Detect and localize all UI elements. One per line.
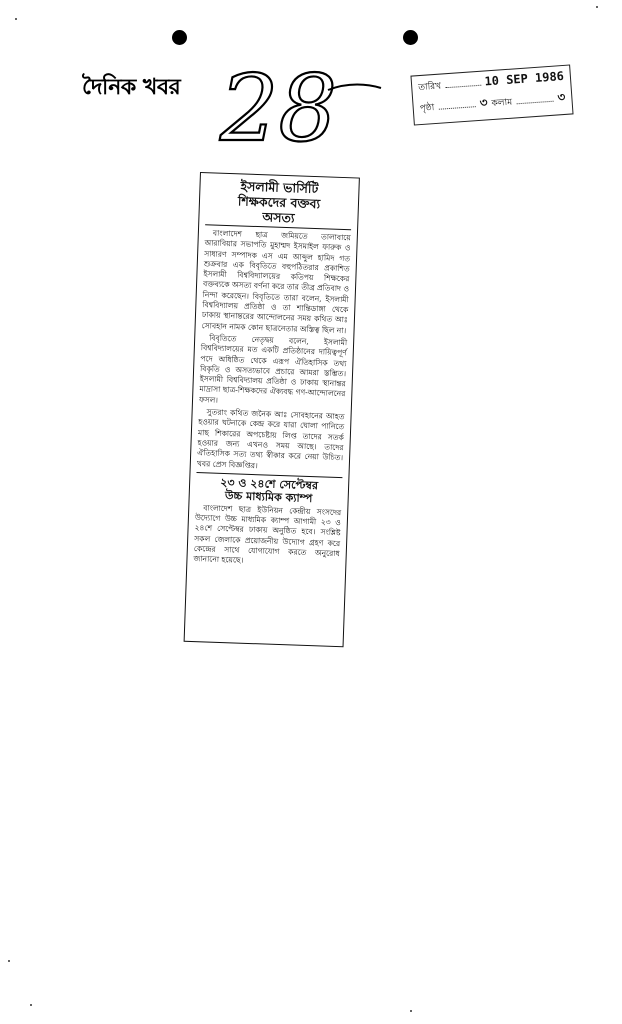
article-paragraph: বাংলাদেশ ছাত্র জমিয়তে তালাবায়ে আরাবিয়ার সভাপতি মুহাম্মদ ইসমাইল ফারুক ও সাধারণ সম্পাদক এস এম আব্দুল হামিদ গত শুক্রবার এক বিবৃতিতে বহুপঠিতরার প্রকাশিত ইসলামী বিশ্ববিদ্যালয়ের কতিপয় শিক্ষকের বক্তব্যকে অসত্য বর্ণনা করে তার তীব্র প্রতিবাদ ও নিন্দা করেছেন। বিবৃতিতে তারা বলেন, ইসলামী বিশ্ববিদ্যালয় প্রতিষ্ঠা ও তা শান্তিডাঙ্গা থেকে ঢাকায় স্থানান্তরের আন্দোলনের সময় কথিত আঃ সোবহান নামক কোন ছাত্রনেতার অস্তিত্ব ছিল না। xyxy=(201,228,351,335)
punch-hole-right xyxy=(403,30,418,45)
headline-line: শিক্ষকদের বক্তব্য xyxy=(237,193,321,212)
article-headline xyxy=(205,177,353,230)
article-paragraph: বিবৃতিতে নেতৃদ্বয় বলেন, ইসলামী বিশ্ববিদ্যালয়ের মত একটি প্রতিষ্ঠানের দায়িত্বপূর্ণ পদে অধিষ্ঠিত থেকে এরূপ ঐতিহাসিক তথ্য বিকৃতি ও অসত্যভাবে প্রচারে আমরা স্তম্ভিত। ইসলামী বিশ্ববিদ্যালয় প্রতিষ্ঠা ও ঢাকায় স্থানান্তর মাদ্রাসা ছাত্র-শিক্ষকদের ঐক্যবদ্ধ গণ-আন্দোলনের ফসল। xyxy=(198,333,348,405)
stamp-column-value: ৩ xyxy=(557,89,566,105)
headline-line: ইসলামী ভার্সিটি xyxy=(240,178,319,197)
stamp-dotted-line xyxy=(438,96,476,110)
headline-line: অসত্য xyxy=(262,209,295,226)
second-article-headline xyxy=(196,472,343,506)
newspaper-clipping xyxy=(184,172,360,647)
stamp-page-label: পৃষ্ঠা xyxy=(419,103,435,115)
archive-date-stamp xyxy=(410,64,573,125)
article-paragraph: বাংলাদেশ ছাত্র ইউনিয়ন কেন্দ্রীয় সংসদের উদ্যোগে উচ্চ মাধ্যমিক ক্যাম্প আগামী ২৩ ও ২৪শে সেপ্টেম্বর ঢাকায় অনুষ্ঠিত হবে। সংশ্লিষ্ট সকল জেলাকে প্রয়োজনীয় উদ্যোগ গ্রহণ করে কেন্দ্রের সাথে যোগাযোগ করতে অনুরোধ জানানো হয়েছে। xyxy=(193,503,342,566)
stamp-page-value: ৩ xyxy=(479,95,488,110)
stamp-date-value: 10 SEP 1986 xyxy=(484,68,565,89)
scan-speck xyxy=(410,1010,412,1012)
scan-speck xyxy=(30,1004,32,1006)
scan-speck xyxy=(8,960,10,962)
stamp-dotted-line xyxy=(516,91,554,105)
headline-line: ২৩ ও ২৪শে সেপ্টেম্বর xyxy=(220,475,319,493)
stamp-column-label: কলাম xyxy=(491,97,513,110)
stamp-date-label: তারিখ xyxy=(417,81,442,94)
handwritten-number-text: 28 xyxy=(220,55,338,157)
punch-hole-left xyxy=(172,30,187,45)
headline-line: উচ্চ মাধ্যমিক ক্যাম্প xyxy=(224,488,313,505)
scan-speck xyxy=(596,6,598,8)
handwritten-page-number xyxy=(218,52,383,157)
stamp-dotted-line xyxy=(444,75,480,88)
article-paragraph: সুতরাং কথিত জনৈক আঃ সোবহানের আহত হওয়ার ঘটনাকে কেন্দ্র করে যারা ঘোলা পানিতে মাছ শিকারের অপচেষ্টায় লিপ্ত তাদের সতর্ক হওয়ার জন্য এখনও সময় আছে। তাদের ঐতিহাসিক সত্য তথ্য স্বীকার করে নেয়া উচিত। খবর প্রেস বিজ্ঞপ্তির। xyxy=(196,407,345,470)
newspaper-masthead: দৈনিক খবর xyxy=(82,74,181,100)
scan-speck xyxy=(15,18,17,20)
